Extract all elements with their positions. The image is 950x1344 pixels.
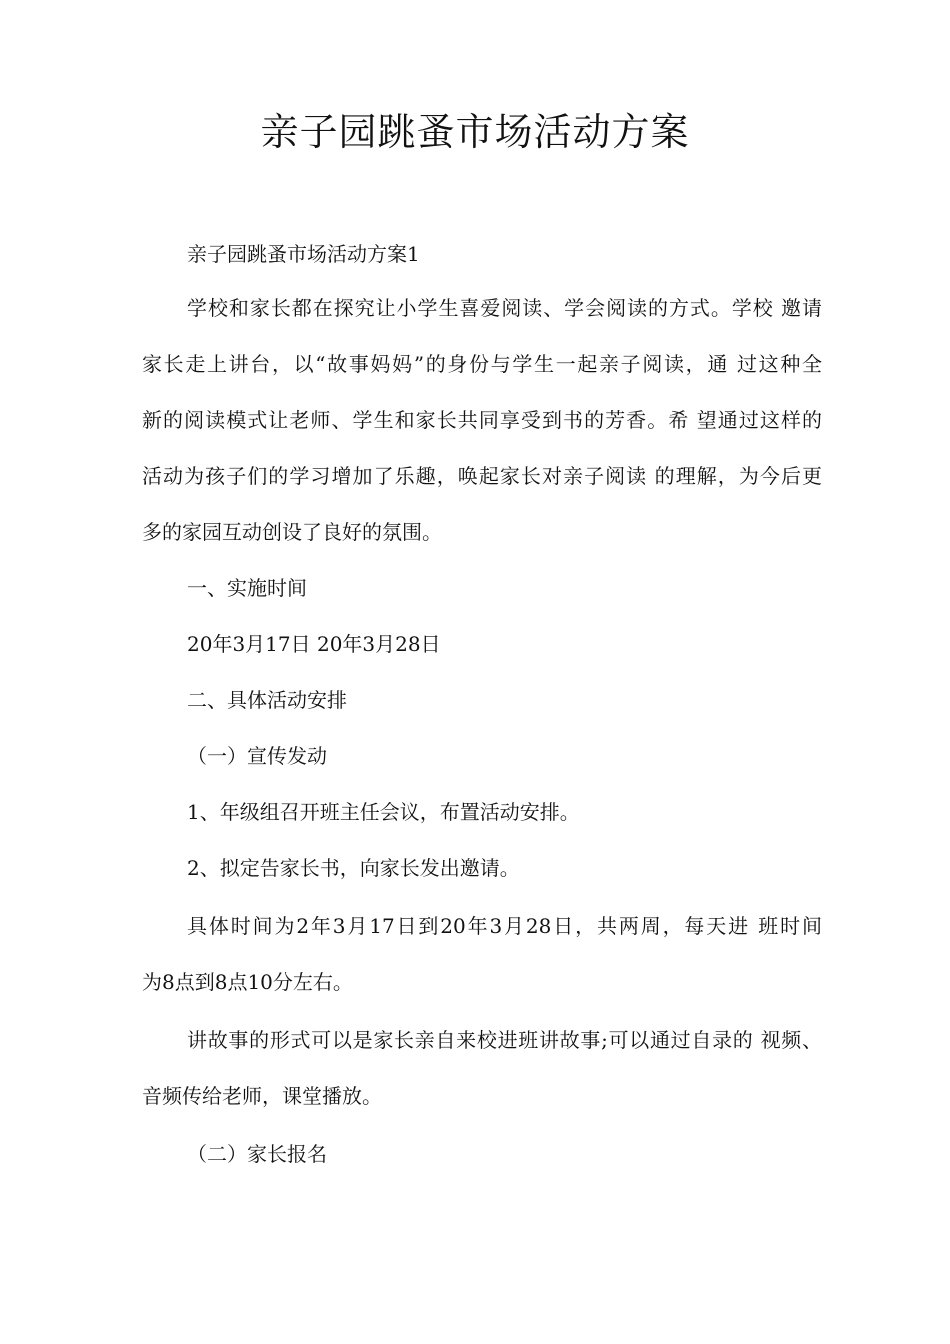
subsection-heading-publicity: （一）宣传发动 — [187, 744, 327, 768]
intro-line-1: 学校和家长都在探究让小学生喜爱阅读、学会阅读的方式。学校 邀请 — [187, 296, 822, 320]
intro-line-4: 活动为孩子们的学习增加了乐趣，唤起家长对亲子阅读 的理解，为今后更 — [142, 464, 822, 488]
schedule-line-2: 为8点到8点10分左右。 — [142, 970, 353, 994]
schedule-line-1: 具体时间为2年3月17日到20年3月28日，共两周，每天进 班时间 — [187, 914, 822, 938]
subsection-heading-registration: （二）家长报名 — [187, 1142, 327, 1166]
section-dates: 20年3月17日 20年3月28日 — [187, 632, 441, 656]
section-heading-arrangement: 二、具体活动安排 — [187, 688, 347, 712]
document-title: 亲子园跳蚤市场活动方案 — [260, 110, 690, 154]
list-item-2: 2、拟定告家长书，向家长发出邀请。 — [187, 856, 520, 880]
format-line-1: 讲故事的形式可以是家长亲自来校进班讲故事;可以通过自录的 视频、 — [187, 1028, 822, 1052]
intro-line-2: 家长走上讲台，以“故事妈妈”的身份与学生一起亲子阅读，通 过这种全 — [142, 352, 822, 376]
intro-line-5: 多的家园互动创设了良好的氛围。 — [142, 520, 442, 544]
document-subtitle: 亲子园跳蚤市场活动方案1 — [187, 242, 420, 266]
intro-line-3: 新的阅读模式让老师、学生和家长共同享受到书的芳香。希 望通过这样的 — [142, 408, 822, 432]
format-line-2: 音频传给老师，课堂播放。 — [142, 1084, 382, 1108]
list-item-1: 1、年级组召开班主任会议，布置活动安排。 — [187, 800, 580, 824]
section-heading-time: 一、实施时间 — [187, 576, 307, 600]
